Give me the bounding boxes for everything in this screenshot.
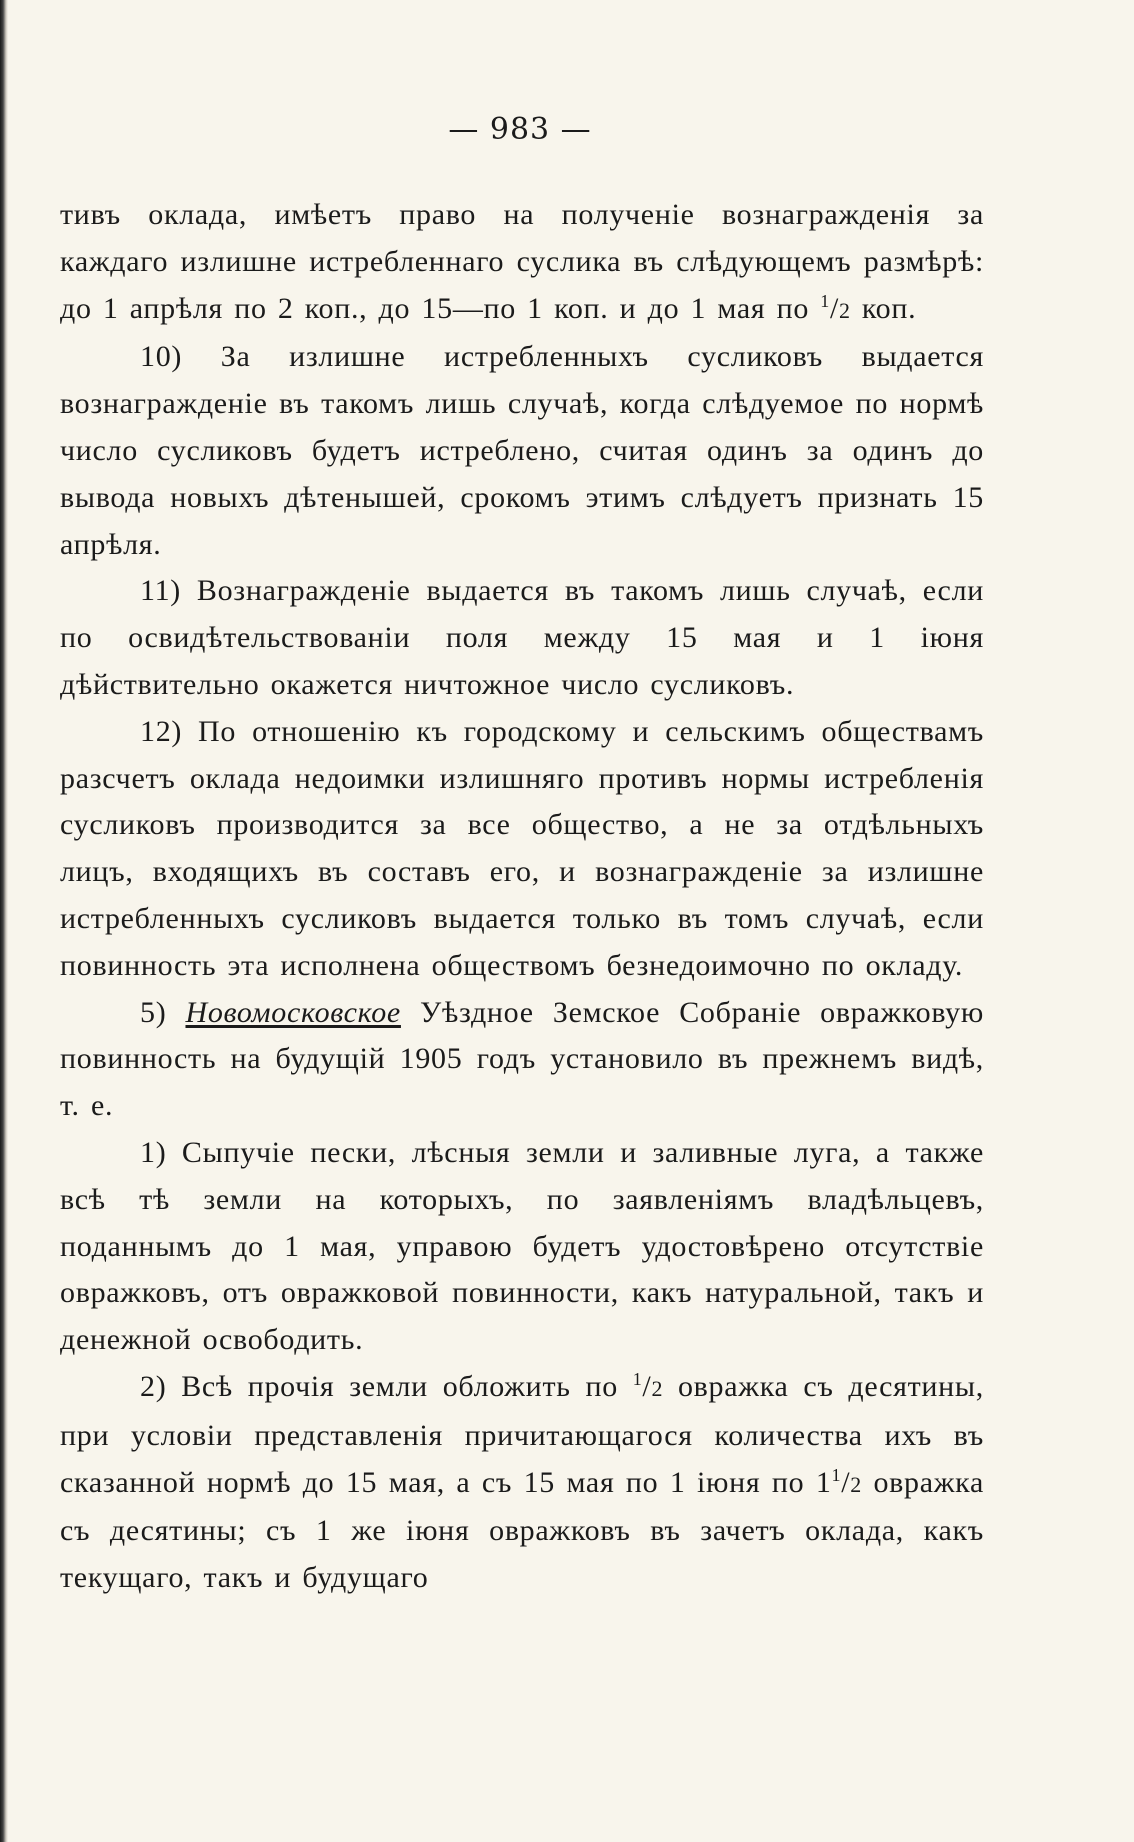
emphasized-county-name: Новомосковское bbox=[185, 995, 401, 1029]
paragraph-tail: коп. bbox=[850, 291, 917, 325]
paragraph-item-5-2: 2) Всѣ прочія земли обложить по $^1$/2 овражка съ десятины, при условіи представленія причитающагося количества ихъ въ сказанной нормѣ до 15 мая, а съ 15 мая по 1 іюня по $1^1/2$ овражка съ десятины; съ 1 же іюня овражковъ въ зачетъ оклада, какъ текущаго, такъ и будущаго bbox=[60, 1368, 984, 1595]
fraction-denominator: 2 bbox=[651, 1375, 664, 1401]
paragraph-item-5-1: 1) Сыпучіе пески, лѣсныя земли и заливные луга, а также всѣ тѣ земли на которыхъ, по заявленіямъ владѣльцевъ, поданнымъ до 1 мая, управою будетъ удостовѣрено отсутствіе овражковъ, отъ овражковой повинности, какъ натуральной, такъ и денежной освободить. bbox=[60, 1135, 984, 1357]
fraction-numerator: 1 bbox=[820, 290, 830, 311]
paragraph-text: овражка съ десятины, при условіи представленія причитающагося количества ихъ въ сказанной нормѣ до 15 мая, а съ 15 мая по 1 іюня по 1 bbox=[60, 1369, 984, 1499]
page-binding-edge bbox=[0, 0, 8, 1842]
page-number: — 983 — bbox=[448, 112, 592, 147]
paragraph-text: 2) Всѣ прочія земли обложить по bbox=[140, 1369, 633, 1403]
paragraph-item-11: 11) Вознагражденіе выдается въ такомъ лишь случаѣ, если по освидѣтельствованіи поля между 15 мая и 1 іюня дѣйствительно окажется ничтожное число сусликовъ. bbox=[60, 574, 984, 701]
paragraph-text: тивъ оклада, имѣетъ право на полученіе вознагражденія за каждаго излишне истребленнаго суслика въ слѣдующемъ размѣрѣ: до 1 апрѣля по 2 коп., до 15—по 1 коп. и до 1 мая по bbox=[60, 198, 984, 325]
paragraph-text: Уѣздное Земское Собраніе овражковую повинность на будущій 1905 годъ установило въ прежнемъ видѣ, т. е. bbox=[60, 995, 984, 1123]
paragraph-text: овражка съ десятины; съ 1 же іюня овражковъ въ зачетъ оклада, какъ текущаго, такъ и будущаго bbox=[60, 1465, 984, 1595]
paragraph-continuation: тивъ оклада, имѣетъ право на полученіе вознагражденія за каждаго излишне истребленнаго суслика въ слѣдующемъ размѣрѣ: до 1 апрѣля по 2 коп., до 15—по 1 коп. и до 1 мая по $^1$/2 коп. bbox=[60, 198, 984, 325]
section-number: 5) bbox=[140, 995, 186, 1029]
fraction-numerator: 1 bbox=[632, 1368, 643, 1389]
body-text bbox=[60, 192, 984, 1602]
fraction-denominator: 2 bbox=[839, 297, 851, 323]
fraction-denominator: 2 bbox=[850, 1471, 862, 1497]
fraction-numerator: 1 bbox=[831, 1464, 842, 1485]
paragraph-item-10: 10) За излишне истребленныхъ сусликовъ выдается вознагражденіе въ такомъ лишь случаѣ, когда слѣдуемое по нормѣ число сусликовъ будетъ истреблено, считая одинъ за одинъ до вывода новыхъ дѣтенышей, срокомъ этимъ слѣдуетъ признать 15 апрѣля. bbox=[60, 340, 984, 561]
paragraph-section-5 bbox=[60, 990, 984, 1130]
paragraph-item-12: 12) По отношенію къ городскому и сельскимъ обществамъ разсчетъ оклада недоимки излишняго противъ нормы истребленія сусликовъ производится за все общество, а не за отдѣльныхъ лицъ, входящихъ въ составъ его, и вознагражденіе за излишне истребленныхъ сусликовъ выдается только въ томъ случаѣ, если повинность эта исполнена обществомъ безнедоимочно по окладу. bbox=[60, 714, 984, 982]
